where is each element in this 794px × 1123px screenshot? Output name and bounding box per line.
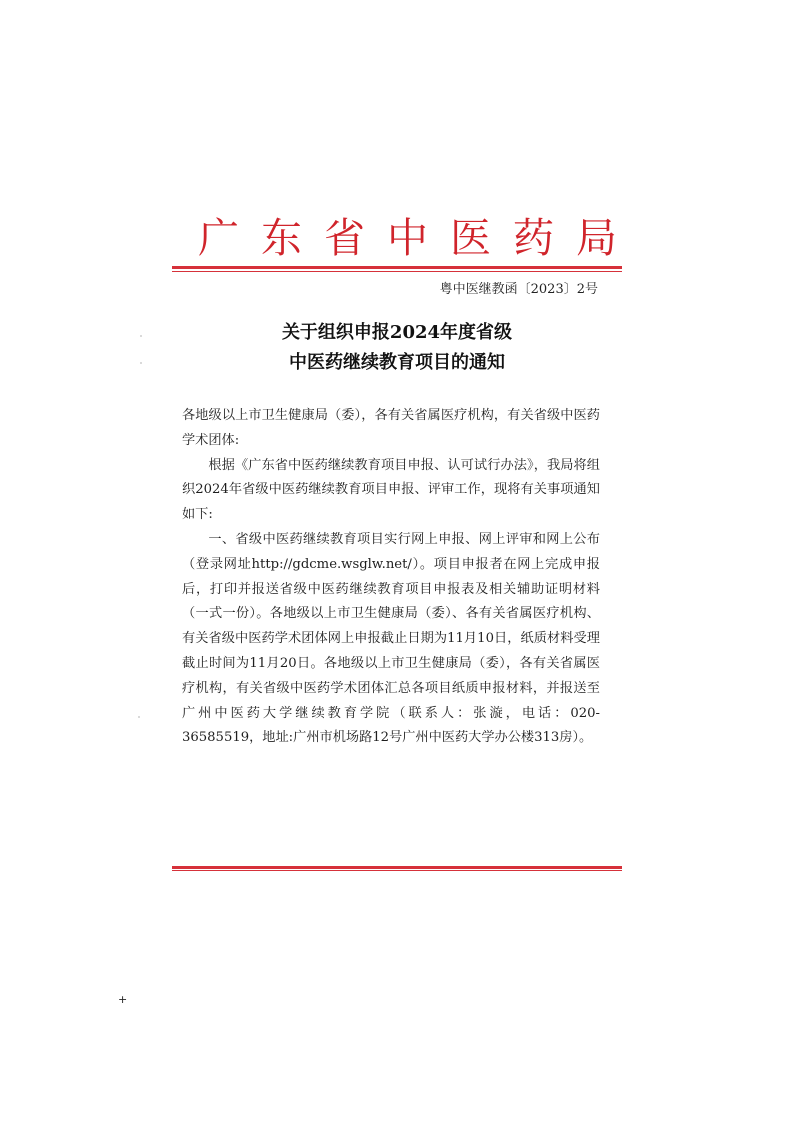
- document-body: [182, 404, 600, 751]
- salutation: 各地级以上市卫生健康局（委），各有关省属医疗机构，有关省级中医药学术团体:: [182, 408, 600, 448]
- page-marker: +: [118, 993, 128, 1006]
- scan-speck: [140, 362, 142, 364]
- document-number: 粤中医继教函〔2023〕2号: [439, 282, 598, 297]
- letterhead-divider-thin: [172, 271, 622, 272]
- paragraph-item-1: 一、省级中医药继续教育项目实行网上申报、网上评审和网上公布（登录网址http://gdcme.wsglw.net/）。项目申报者在网上完成申报后，打印并报送省级中医药继续教育项目申报表及相关辅助证明材料（一式一份）。各地级以上市卫生健康局（委）、各有关省属医疗机构、有关省级中医药学术团体网上申报截止日期为11月10日，纸质材料受理截止时间为11月20日。各地级以上市卫生健康局（委），各有关省属医疗机构，有关省级中医药学术团体汇总各项目纸质申报材料，并报送至广州中医药大学继续教育学院（联系人：张漩，电话：020-36585519，地址:广州市机场路12号广州中医药大学办公楼313房）。: [182, 531, 600, 746]
- footer-divider-thin: [172, 870, 622, 871]
- scan-speck: [138, 716, 140, 718]
- document-title-line-2: 中医药继续教育项目的通知: [289, 352, 505, 373]
- document-title-line-1: 关于组织申报2024年度省级: [281, 322, 513, 343]
- letterhead-divider-thick: [172, 266, 622, 269]
- scan-speck: [140, 335, 142, 337]
- footer-divider-thick: [172, 866, 622, 869]
- paragraph-intro: 根据《广东省中医药继续教育项目申报、认可试行办法》，我局将组织2024年省级中医药继续教育项目申报、评审工作，现将有关事项通知如下:: [182, 457, 600, 523]
- letterhead-title: 广东省中医药局: [198, 214, 639, 262]
- document-title: [172, 318, 622, 378]
